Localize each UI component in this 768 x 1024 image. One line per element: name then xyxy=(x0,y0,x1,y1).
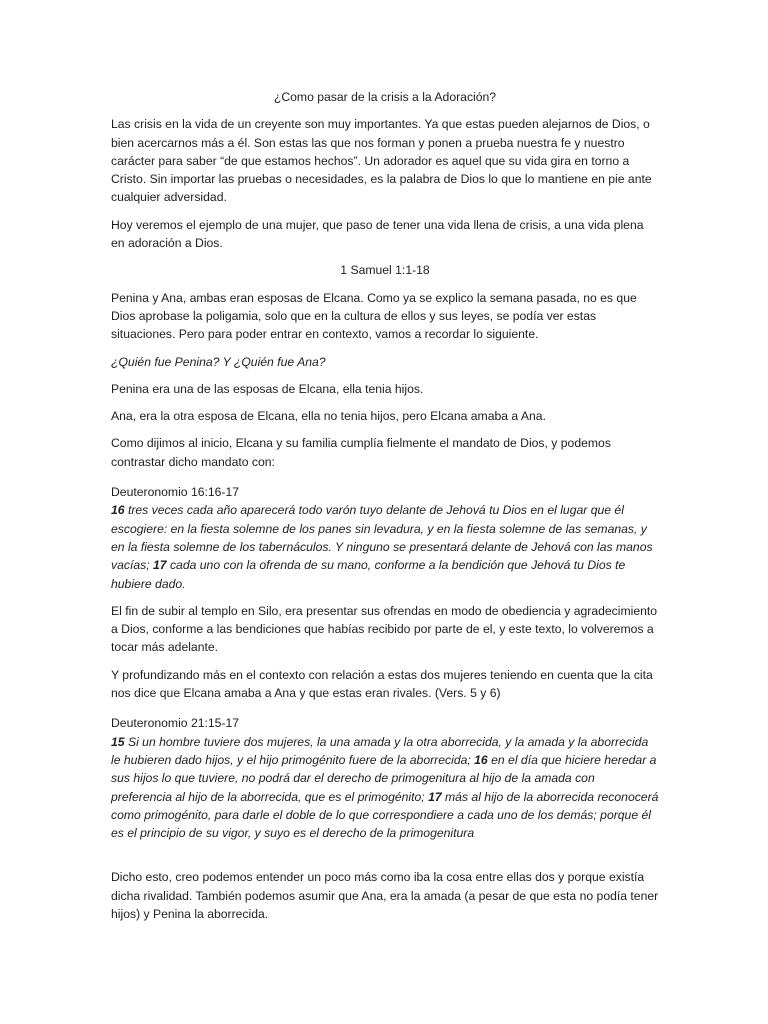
scripture-block-deuteronomy-21 xyxy=(111,714,659,842)
document-title: ¿Como pasar de la crisis a la Adoración? xyxy=(273,90,497,104)
verse-text: tres veces cada año aparecerá todo varón tuyo delante de Jehová tu Dios en el lugar que él escogiere: en la fiesta solemne de los panes sin levadura, y en la fiesta solemne de las semanas, y en la fiesta solemne de los tabernáculos. Y ninguno se presentará delante de Jehová con las manos vacías; xyxy=(111,503,653,573)
paragraph-example: Hoy veremos el ejemplo de una mujer, que paso de tener una vida llena de crisis, a una vida plena en adoración a Dios. xyxy=(111,217,644,251)
verse-text: cada uno con la ofrenda de su mano, conforme a la bendición que Jehová tu Dios te hubiere dado. xyxy=(111,558,626,591)
scripture-heading: Deuteronomio 16:16-17 xyxy=(111,485,240,500)
paragraph-penina: Penina era una de las esposas de Elcana, ella tenia hijos. xyxy=(111,381,424,396)
paragraph-intro: Las crisis en la vida de un creyente son muy importantes. Ya que estas pueden alejarnos de Dios, o bien acercarnos más a él. Son estas las que nos forman y ponen a prueba nuestra fe y nuestro carácter para saber “de que estamos hechos”. Un adorador es aquel que su vida gira en torno a Cristo. Sin importar las pruebas o necesidades, es la palabra de Dios lo que lo mantiene en pie ante cualquier adversidad. xyxy=(111,117,652,205)
paragraph-temple: El fin de subir al templo en Silo, era presentar sus ofrendas en modo de obediencia y agradecimiento a Dios, conforme a las bendiciones que habías recibido por parte de el, y este texto, lo volveremos a tocar más adelante. xyxy=(111,603,658,655)
paragraph-conclusion: Dicho esto, creo podemos entender un poco más como iba la cosa entre ellas dos y porque existía dicha rivalidad. También podemos asumir que Ana, era la amada (a pesar de que esta no podía tener hijos) y Penina la aborrecida. xyxy=(111,870,659,921)
verse-number: 17 xyxy=(153,558,167,573)
scripture-heading: Deuteronomio 21:15-17 xyxy=(111,716,240,731)
paragraph-context: Penina y Ana, ambas eran esposas de Elcana. Como ya se explico la semana pasada, no es que Dios aprobase la poligamia, solo que en la cultura de ellos y sus leyes, se podía ver estas situaciones. Pero para poder entrar en contexto, vamos a recordar lo siguiente. xyxy=(111,290,637,342)
verse-number: 16 xyxy=(111,503,125,518)
paragraph-rivals: Y profundizando más en el contexto con relación a estas dos mujeres teniendo en cuenta que la cita nos dice que Elcana amaba a Ana y que estas eran rivales. (Vers. 5 y 6) xyxy=(111,667,653,701)
verse-text: Si un hombre tuviere dos mujeres, la una amada y la otra aborrecida, y la amada y la aborrecida le hubieren dado hijos, y el hijo primogénito fuere de la aborrecida; xyxy=(111,734,649,767)
verse-number: 16 xyxy=(474,752,488,767)
question-text: ¿Quién fue Penina? Y ¿Quién fue Ana? xyxy=(111,354,326,369)
document-page xyxy=(111,88,659,932)
paragraph-mandate: Como dijimos al inicio, Elcana y su familia cumplía fielmente el mandato de Dios, y podemos contrastar dicho mandato con: xyxy=(111,436,611,469)
verse-number: 15 xyxy=(111,734,125,749)
verse-text: en el día que hiciere heredar a sus hijos lo que tuviere, no podrá dar el derecho de primogenitura al hijo de la amada con preferencia al hijo de la aborrecida, que es el primogénito; xyxy=(111,752,657,804)
scripture-verses xyxy=(111,501,659,592)
scripture-reference: 1 Samuel 1:1-18 xyxy=(340,263,430,278)
paragraph-ana: Ana, era la otra esposa de Elcana, ella no tenia hijos, pero Elcana amaba a Ana. xyxy=(111,409,546,424)
scripture-verses xyxy=(111,733,659,843)
scripture-block-deuteronomy-16 xyxy=(111,483,659,593)
verse-text: más al hijo de la aborrecida reconocerá como primogénito, para darle el doble de lo que correspondiere a cada uno de los demás; porque él es el principio de su vigor, y suyo es el derecho de la primogenitura xyxy=(111,789,659,841)
verse-number: 17 xyxy=(428,789,442,804)
